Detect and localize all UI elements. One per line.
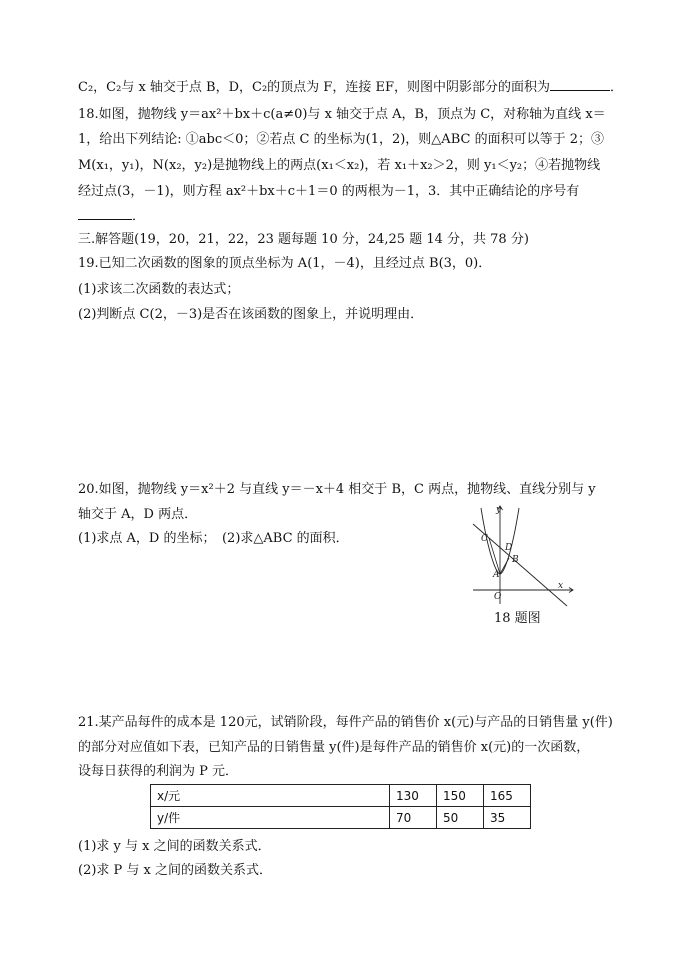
q19-part-1: (1)求该二次函数的表达式； [78,282,240,297]
table-row-header: y/件 [151,807,390,829]
figure-caption: 18 题图 [494,611,541,626]
q20-line-2: 轴交于 A，D 两点． [78,507,198,522]
table-row-header: x/元 [151,785,390,807]
answer-blank[interactable] [550,78,610,91]
q21-line-1: 21.某产品每件的成本是 120元，试销阶段，每件产品的销售价 x(元)与产品的日销售量 y(件) [78,715,613,730]
q18-line-4: 经过点(3，－1)，则方程 ax²＋bx＋c＋1＝0 的两根为－1，3．其中正确结论的序号有 [78,184,580,199]
table-cell: 130 [390,785,437,807]
table-row [151,785,531,807]
q18-line-2: 1，给出下列结论: ①abc＜0；②若点 C 的坐标为(1，2)，则△ABC 的面积可以等于 2；③ [78,132,604,147]
label-y: y [496,505,502,515]
q17-tail-end: ． [609,80,623,95]
q21-part-2: (2)求 P 与 x 之间的函数关系式． [78,863,273,878]
parabola-figure [465,500,580,610]
label-o: O [494,592,502,602]
label-x: x [558,581,564,591]
q20-line-1: 20.如图，抛物线 y＝x²＋2 与直线 y＝－x＋4 相交于 B，C 两点，抛物线、直线分别与 y [78,482,596,497]
table-cell: 50 [437,807,484,829]
label-a: A [493,570,500,580]
answer-blank[interactable] [78,207,132,220]
q18-line-1: 18.如图，抛物线 y＝ax²＋bx＋c(a≠0)与 x 轴交于点 A，B，顶点为 C，对称轴为直线 x＝ [78,107,606,122]
label-b: B [512,555,519,565]
q17-tail-line [78,78,623,97]
table-cell: 165 [484,785,531,807]
q21-part-1: (1)求 y 与 x 之间的函数关系式． [78,839,271,854]
q18-line-3: M(x₁，y₁)，N(x₂，y₂)是抛物线上的两点(x₁＜x₂)，若 x₁＋x₂＞2，则 y₁＜y₂；④若抛物线 [78,158,601,173]
section-heading: 三.解答题(19，20，21，22，23 题每题 10 分，24,25 题 14 分，共 78 分) [78,232,529,247]
q20-line-3: (1)求点 A，D 的坐标； (2)求△ABC 的面积． [78,531,349,546]
q18-line-5 [78,207,145,226]
table-row [151,807,531,829]
q21-line-2: 的部分对应值如下表，已知产品的日销售量 y(件)是每件产品的销售价 x(元)的一次函数， [78,740,590,755]
q21-line-3: 设每日获得的利润为 P 元． [78,764,239,779]
q19-stem: 19.已知二次函数的图象的顶点坐标为 A(1，－4)，且经过点 B(3，0)． [78,256,492,271]
table-cell: 70 [390,807,437,829]
label-c: C [481,534,488,544]
parabola-diagram [465,500,580,610]
price-sales-table [150,784,531,829]
q17-tail-text: C₂，C₂与 x 轴交于点 B，D，C₂的顶点为 F，连接 EF，则图中阴影部分的面积为 [78,80,550,95]
table-cell: 35 [484,807,531,829]
label-d: D [505,543,513,553]
table-cell: 150 [437,785,484,807]
q19-part-2: (2)判断点 C(2，－3)是否在该函数的图象上，并说明理由． [78,307,424,322]
q18-line5-end: ． [132,209,146,224]
